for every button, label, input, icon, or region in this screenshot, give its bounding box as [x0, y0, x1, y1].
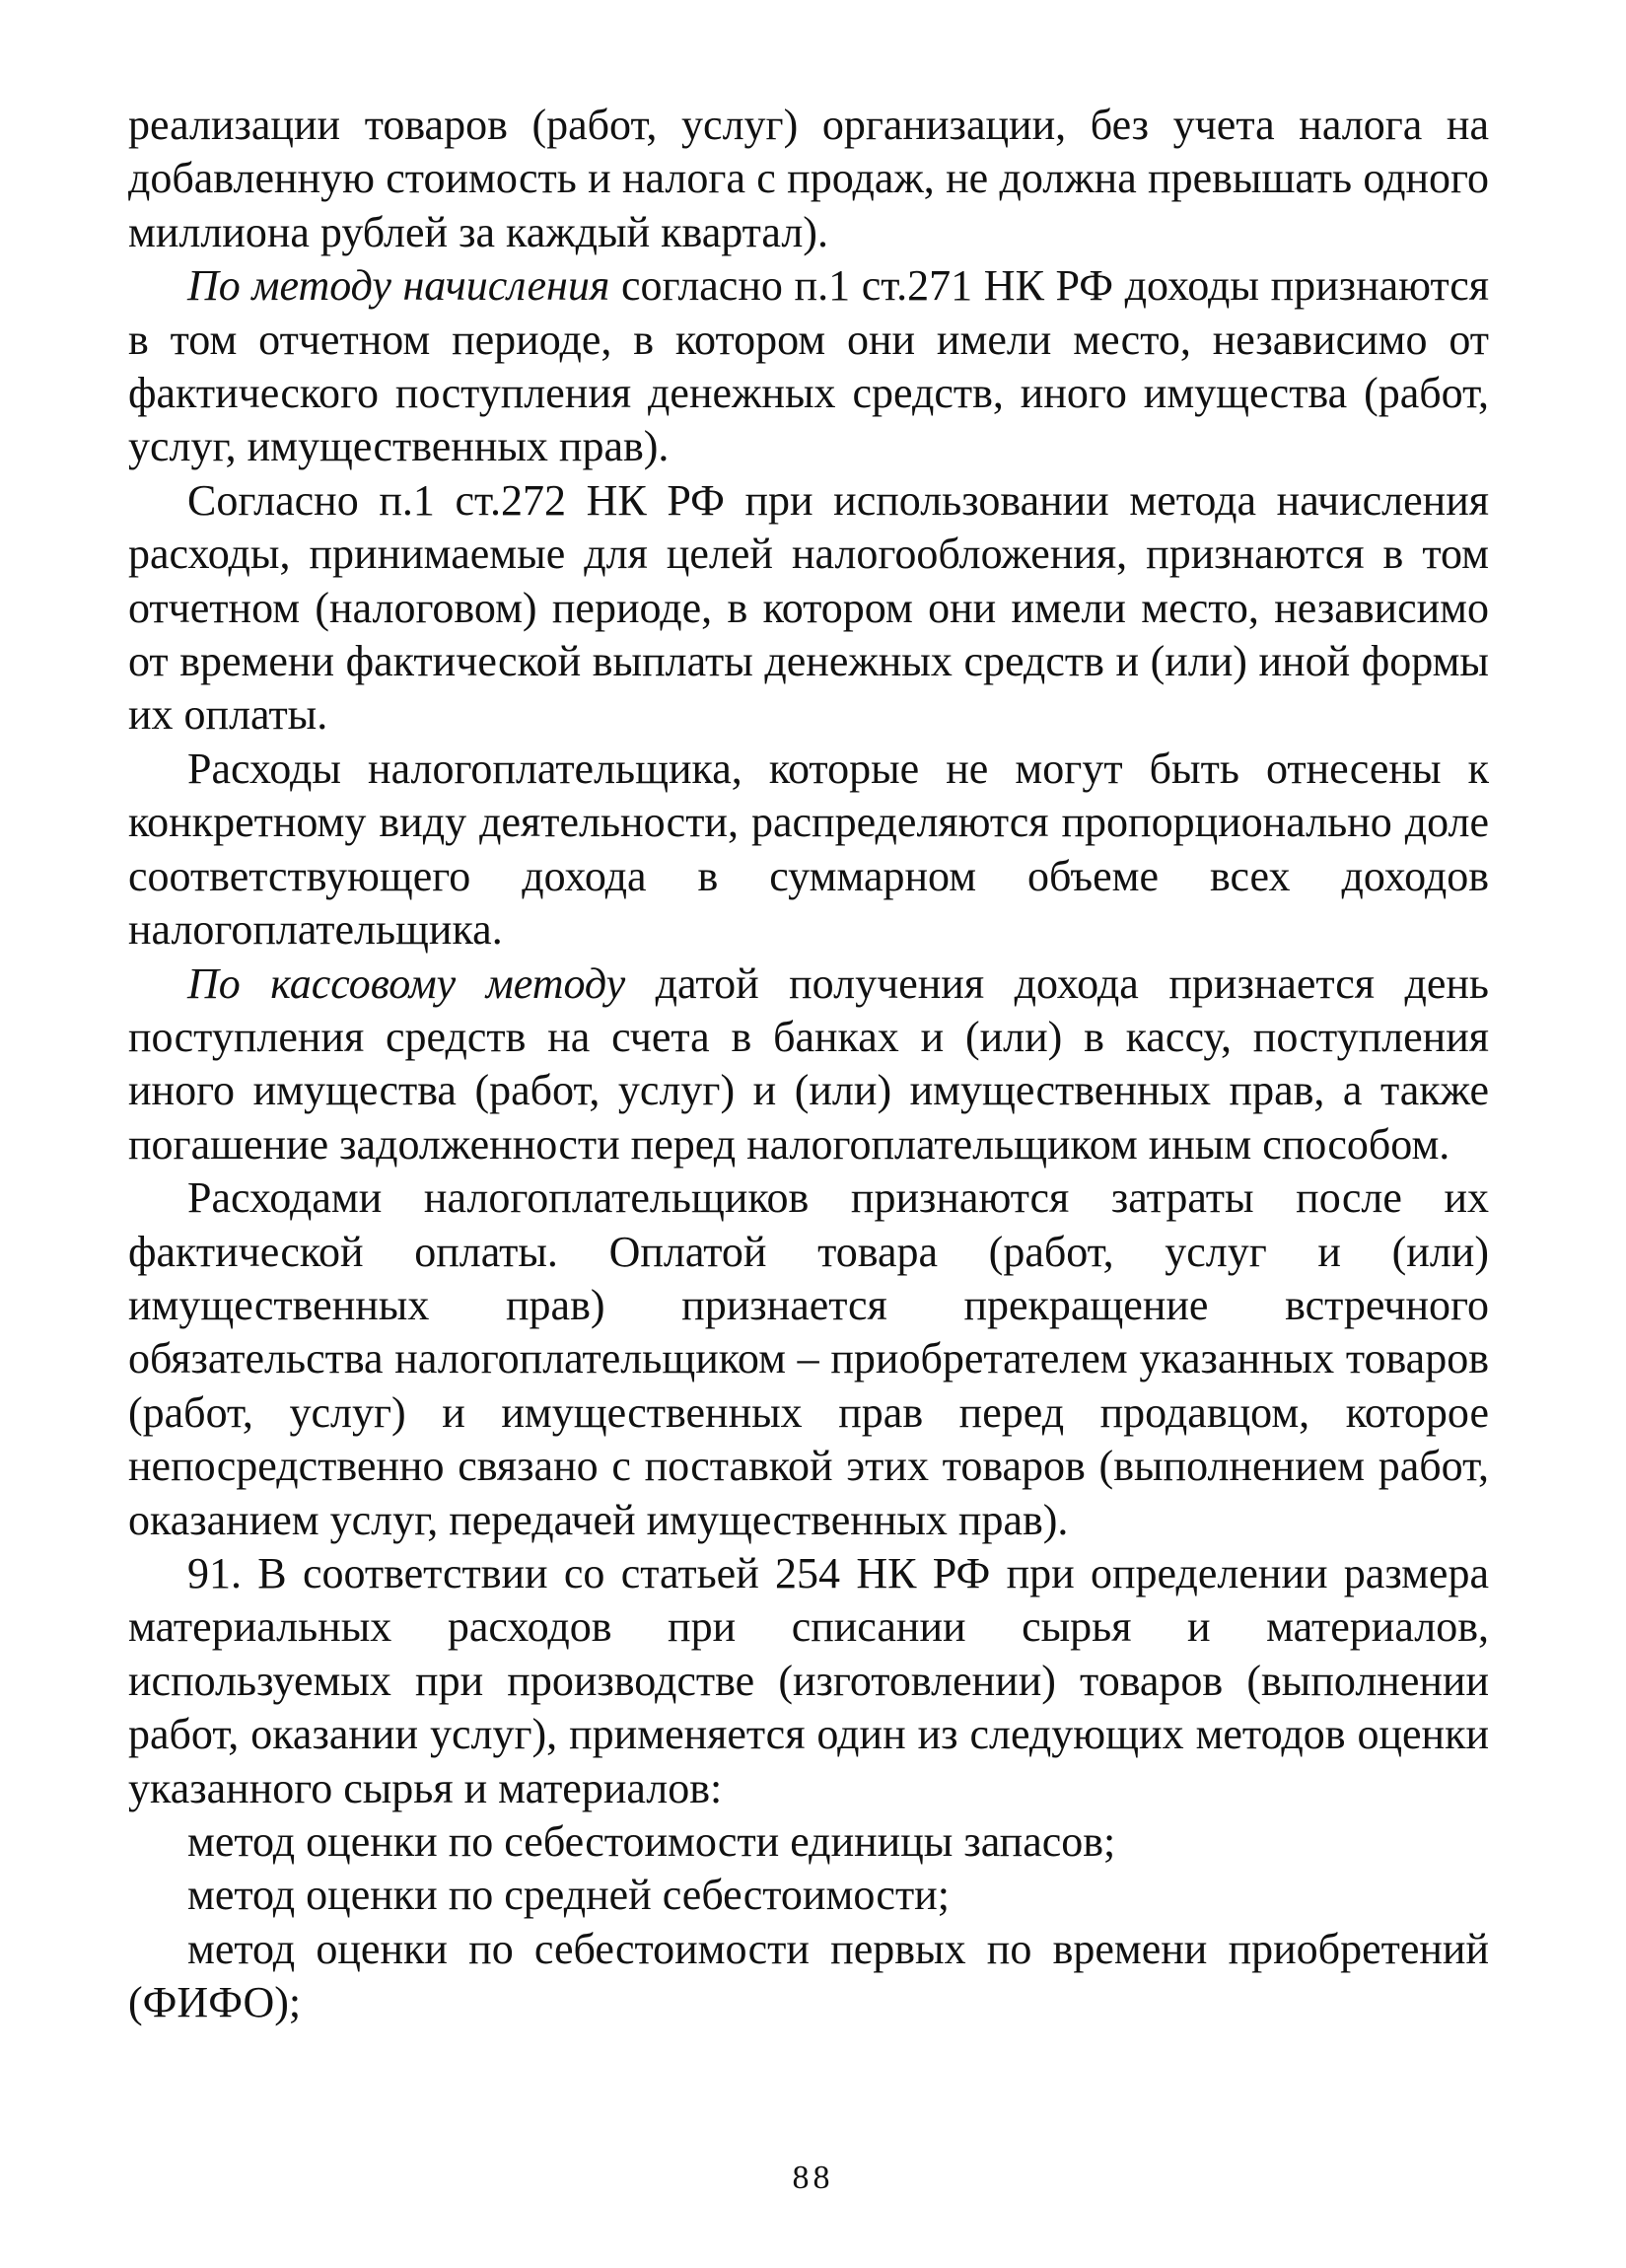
italic-term: По кассовому методу: [187, 958, 626, 1008]
paragraph-text: Расходы налогоплательщика, которые не могут быть отнесены к конкретному виду деятельности, распределяются пропорционально доле соответствующего дохода в суммарном объеме всех доходов налогоплательщика.: [128, 744, 1489, 955]
paragraph-expense-allocation: [128, 743, 1489, 957]
body-text: [128, 99, 1489, 2030]
paragraph-accrual-expenses: [128, 474, 1489, 743]
italic-term: По методу начисления: [187, 261, 610, 311]
paragraph-cash-method: [128, 957, 1489, 1172]
paragraph-text: реализации товаров (работ, услуг) организации, без учета налога на добавленную стоимость и налога с продаж, не должна превышать одного миллиона рублей за каждый квартал).: [128, 101, 1489, 256]
paragraph-text: Расходами налогоплательщиков признаются затраты после их фактической оплаты. Оплатой товара (работ, услуг и (или) имущественных прав) признается прекращение встречного обязательства налогоплательщиком – приобретателем указанных товаров (работ, услуг) и имущественных прав перед продавцом, которое непосредственно связано с поставкой этих товаров (выполнением работ, оказанием услуг, передачей имущественных прав).: [128, 1173, 1489, 1544]
paragraph-cash-expenses: [128, 1171, 1489, 1547]
paragraph-text: согласно п.1 ст.271 НК РФ доходы признаются в том отчетном периоде, в котором они имели место, независимо от фактического поступления денежных средств, иного имущества (работ, услуг, имущественных прав).: [128, 261, 1489, 471]
list-item: метод оценки по себестоимости первых по времени приобретений (ФИФО);: [128, 1924, 1489, 2027]
paragraph-text: Согласно п.1 ст.272 НК РФ при использовании метода начисления расходы, принимаемые для целей налогообложения, признаются в том отчетном (налоговом) периоде, в котором они имели место, независимо от времени фактической выплаты денежных средств и (или) иной формы их оплаты.: [128, 475, 1489, 740]
paragraph-section-91: [128, 1547, 1489, 1815]
list-item: метод оценки по себестоимости единицы запасов;: [187, 1817, 1116, 1866]
paragraph-continuation: [128, 99, 1489, 259]
paragraph-accrual-income: [128, 259, 1489, 474]
paragraph-text: датой получения дохода признается день поступления средств на счета в банках и (или) в кассу, поступления иного имущества (работ, услуг) и (или) имущественных прав, а также погашение задолженности перед налогоплательщиком иным способом.: [128, 958, 1490, 1169]
page-number: 88: [792, 2160, 834, 2196]
paragraph-text: 91. В соответствии со статьей 254 НК РФ при определении размера материальных расходов при списании сырья и материалов, используемых при производстве (изготовлении) товаров (выполнении работ, оказании услуг), применяется один из следующих методов оценки указанного сырья и материалов:: [128, 1548, 1489, 1812]
list-item: метод оценки по средней себестоимости;: [187, 1871, 950, 1920]
